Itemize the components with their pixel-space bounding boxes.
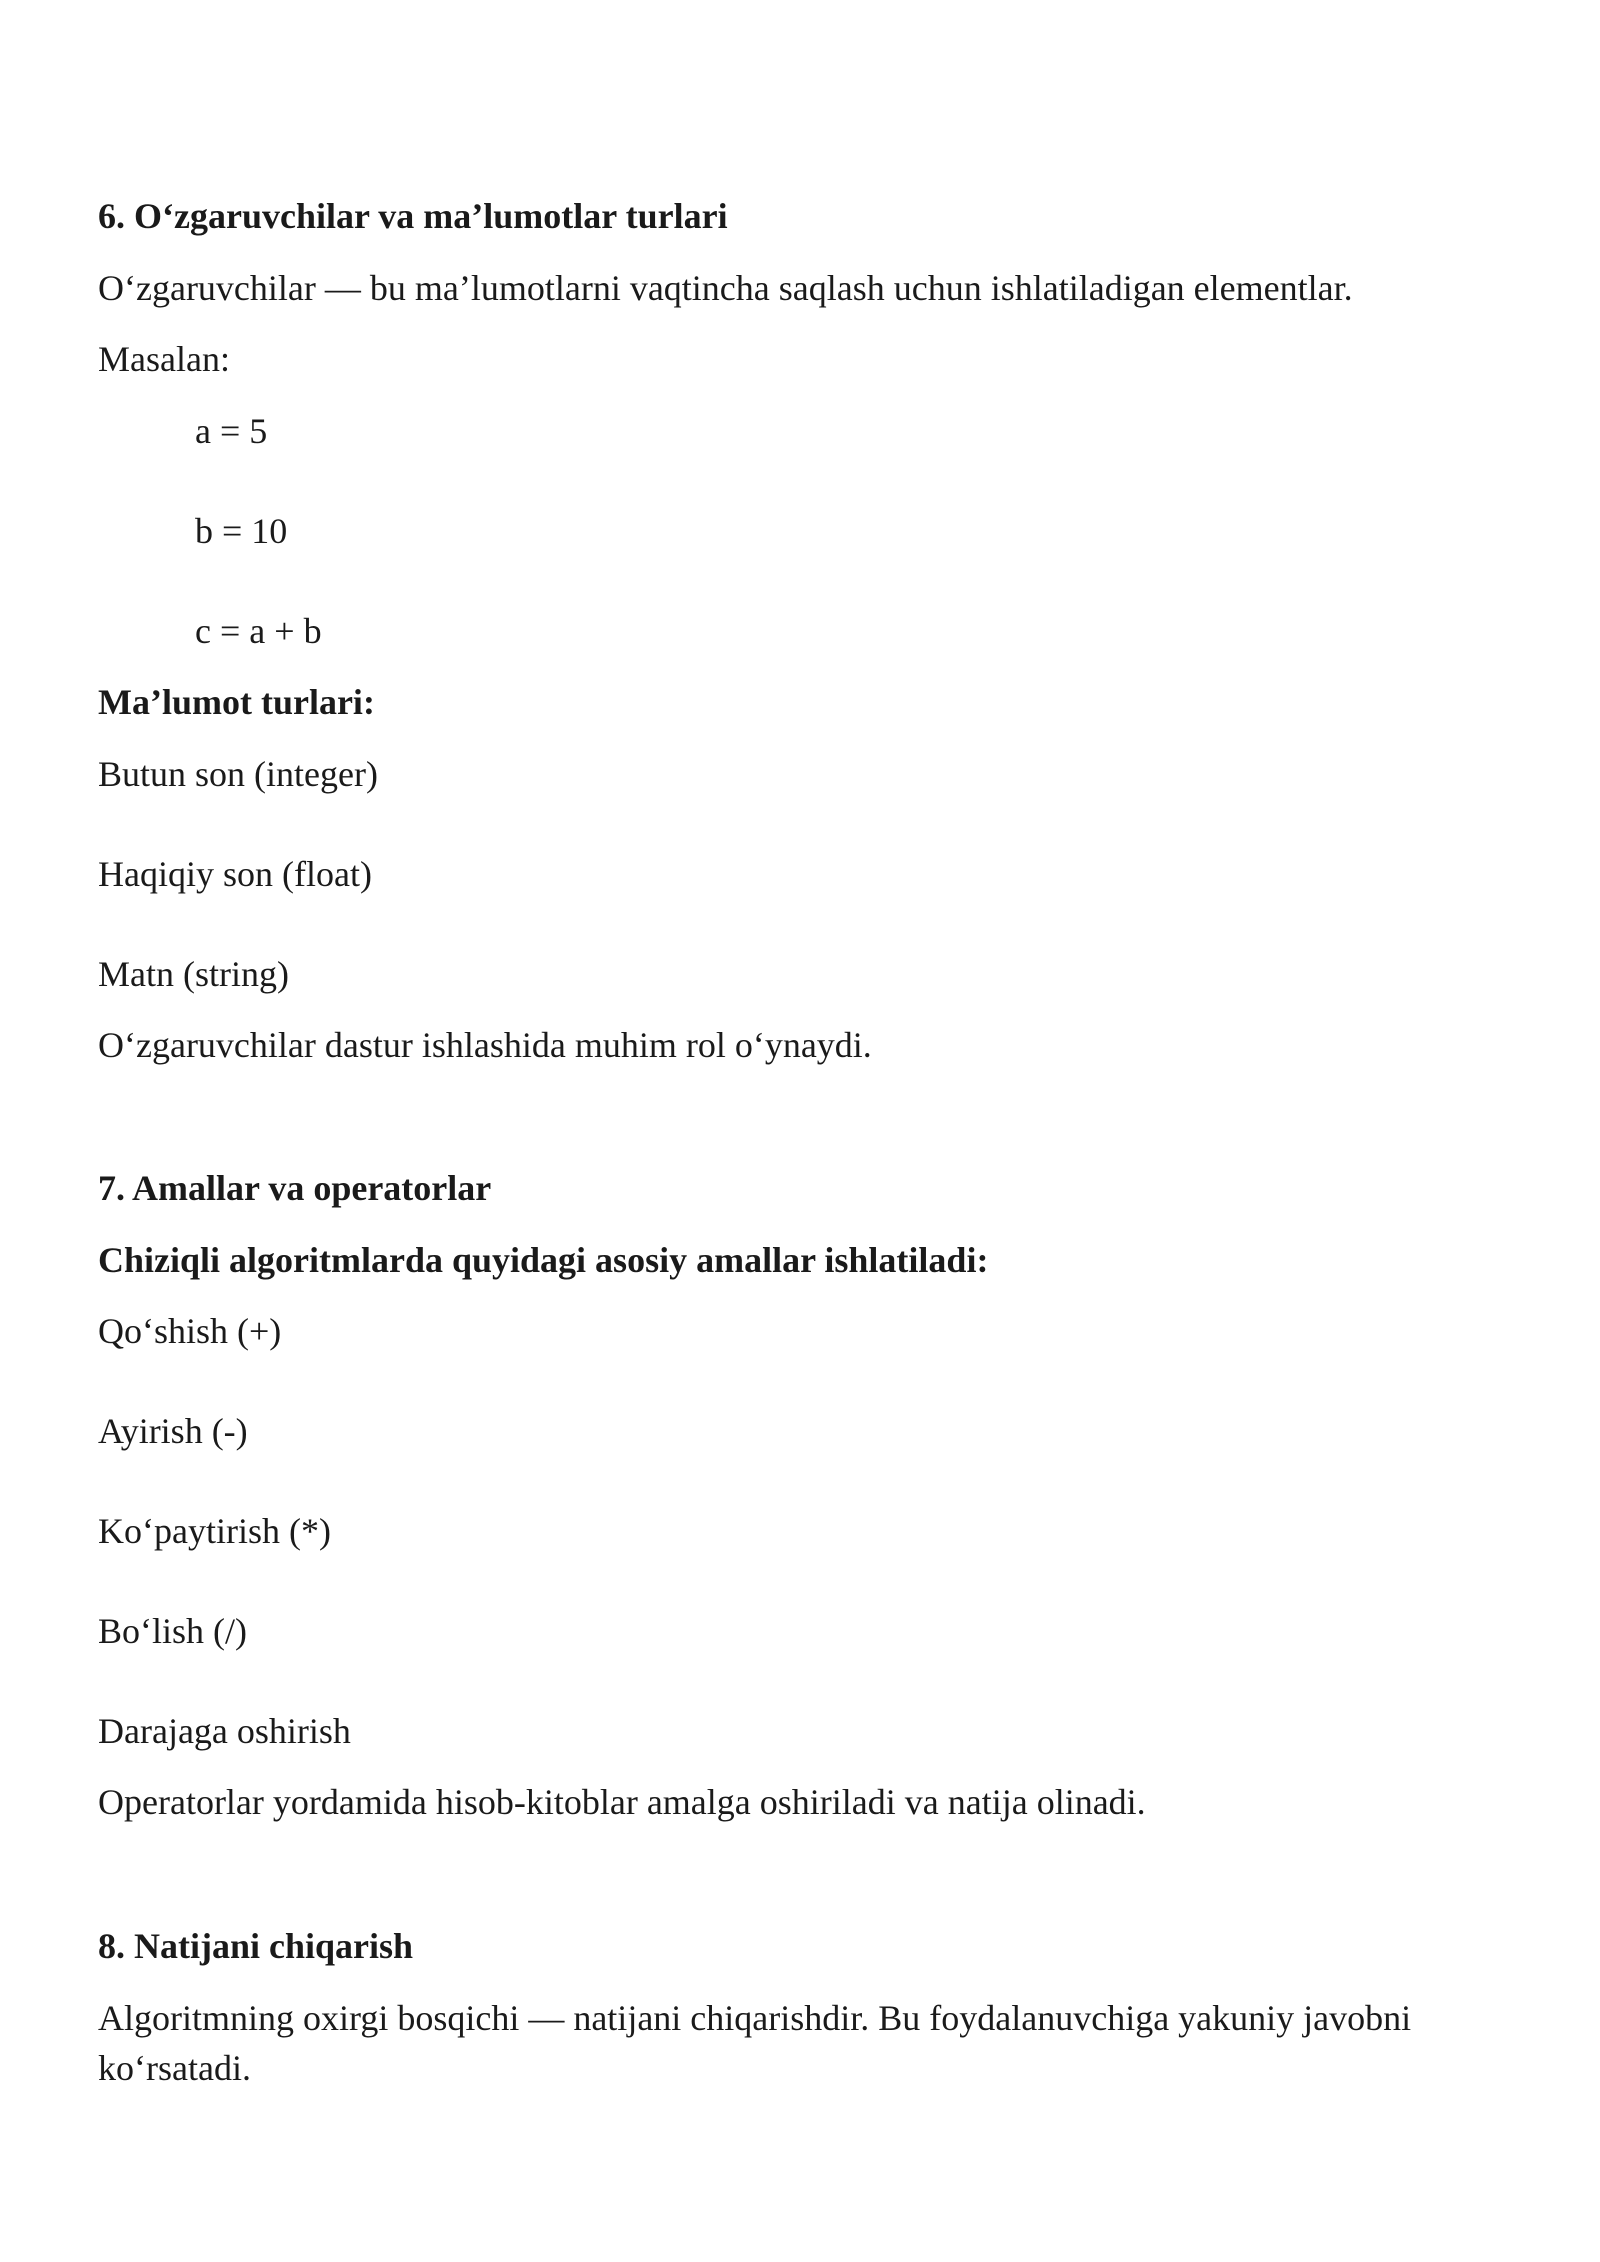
section-7-heading: 7. Amallar va operatorlar [98, 1168, 492, 1208]
data-type-item: Haqiqiy son (float) [98, 854, 372, 894]
section-7-subheading: Chiziqli algoritmlarda quyidagi asosiy amallar ishlatiladi: [98, 1240, 989, 1280]
operation-item: Qo‘shish (+) [98, 1311, 282, 1351]
operation-item: Ayirish (-) [98, 1411, 248, 1451]
operation-item: Bo‘lish (/) [98, 1611, 247, 1651]
section-8-heading: 8. Natijani chiqarish [98, 1926, 414, 1966]
section-6-heading: 6. O‘zgaruvchilar va ma’lumotlar turlari [98, 196, 728, 236]
operation-item: Darajaga oshirish [98, 1711, 351, 1751]
data-types-heading: Ma’lumot turlari: [98, 682, 375, 722]
section-8-text: Algoritmning oxirgi bosqichi — natijani chiqarishdir. Bu foydalanuvchiga yakuniy javobni ko‘rsatadi. [98, 1998, 1412, 2088]
data-type-item: Butun son (integer) [98, 754, 378, 794]
code-line: b = 10 [195, 511, 288, 551]
section-7-conclusion: Operatorlar yordamida hisob-kitoblar amalga oshiriladi va natija olinadi. [98, 1782, 1146, 1822]
data-type-item: Matn (string) [98, 954, 289, 994]
code-line: a = 5 [195, 411, 268, 451]
section-6-conclusion: O‘zgaruvchilar dastur ishlashida muhim rol o‘ynaydi. [98, 1025, 872, 1065]
example-label: Masalan: [98, 339, 230, 379]
code-line: c = a + b [195, 611, 322, 651]
operation-item: Ko‘paytirish (*) [98, 1511, 331, 1551]
section-6-intro: O‘zgaruvchilar — bu ma’lumotlarni vaqtincha saqlash uchun ishlatiladigan elementlar. [98, 268, 1353, 308]
